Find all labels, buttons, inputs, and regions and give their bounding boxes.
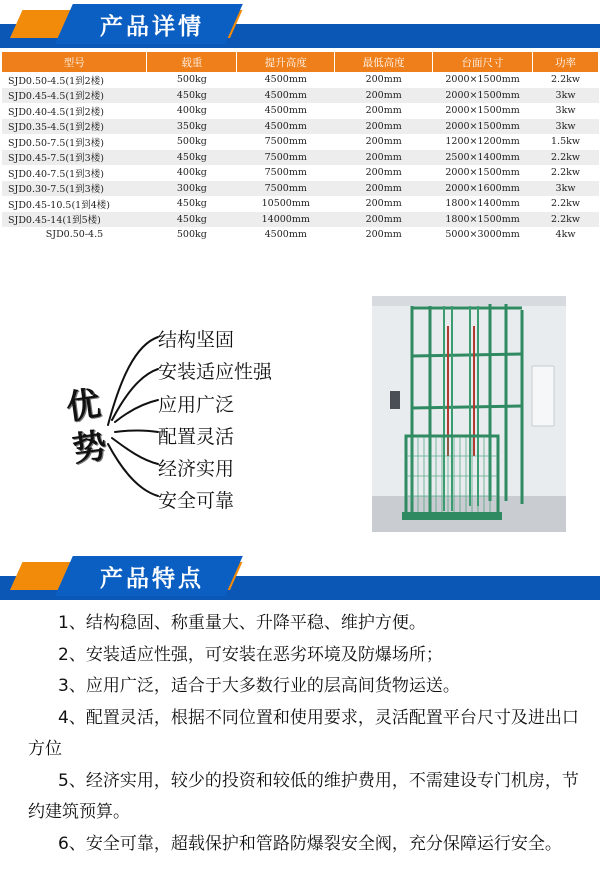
section-title: 产品特点 [100, 566, 204, 592]
advantage-item: 配置灵活 [158, 426, 235, 448]
cell-model: SJD0.50-7.5(1到3楼) [2, 134, 147, 150]
table-row [2, 196, 599, 212]
table-row [2, 212, 599, 228]
cell-power: 3kw [533, 103, 599, 119]
advantage-item: 安全可靠 [158, 490, 235, 512]
section-title: 产品详情 [100, 14, 204, 40]
cell-platform-size: 2000×1500mm [433, 72, 533, 88]
section-banner-features [0, 556, 600, 600]
cell-lift-height: 7500mm [237, 165, 335, 181]
feature-list [28, 608, 588, 860]
cell-load: 300kg [147, 181, 237, 197]
cell-min-height: 200mm [335, 196, 433, 212]
cell-platform-size: 2000×1500mm [433, 165, 533, 181]
cell-lift-height: 7500mm [237, 134, 335, 150]
cell-lift-height: 4500mm [237, 72, 335, 88]
section-banner-details [0, 4, 600, 48]
cell-model: SJD0.50-4.5(1到2楼) [2, 72, 147, 88]
table-row [2, 103, 599, 119]
header-model: 型号 [2, 52, 147, 72]
cell-platform-size: 2000×1500mm [433, 103, 533, 119]
cell-power: 4kw [533, 227, 599, 243]
cell-lift-height: 4500mm [237, 119, 335, 135]
table-header-row [2, 52, 599, 72]
cell-power: 1.5kw [533, 134, 599, 150]
advantage-item: 结构坚固 [158, 329, 235, 351]
cell-platform-size: 2000×1500mm [433, 88, 533, 104]
cell-lift-height: 4500mm [237, 227, 335, 243]
cell-power: 2.2kw [533, 165, 599, 181]
cell-load: 400kg [147, 165, 237, 181]
header-min-height: 最低高度 [335, 52, 433, 72]
cell-model: SJD0.50-4.5 [2, 227, 147, 243]
table-row [2, 119, 599, 135]
cell-min-height: 200mm [335, 72, 433, 88]
header-platform-size: 台面尺寸 [433, 52, 533, 72]
cell-load: 350kg [147, 119, 237, 135]
table-row [2, 134, 599, 150]
cell-model: SJD0.40-4.5(1到2楼) [2, 103, 147, 119]
cell-lift-height: 10500mm [237, 196, 335, 212]
cell-model: SJD0.45-7.5(1到3楼) [2, 150, 147, 166]
table-row [2, 88, 599, 104]
cell-platform-size: 1800×1400mm [433, 196, 533, 212]
cell-min-height: 200mm [335, 181, 433, 197]
cell-lift-height: 4500mm [237, 88, 335, 104]
product-photo [372, 296, 566, 532]
advantage-item: 应用广泛 [158, 394, 235, 416]
cell-platform-size: 5000×3000mm [433, 227, 533, 243]
advantage-item: 经济实用 [158, 458, 235, 480]
table-row [2, 165, 599, 181]
table-row [2, 72, 599, 88]
cell-power: 3kw [533, 119, 599, 135]
advantage-char-shi: 势 [69, 425, 110, 471]
cell-platform-size: 2000×1500mm [433, 119, 533, 135]
cell-min-height: 200mm [335, 134, 433, 150]
cell-model: SJD0.40-7.5(1到3楼) [2, 165, 147, 181]
cell-power: 2.2kw [533, 196, 599, 212]
feature-paragraph: 1、结构稳固、称重量大、升降平稳、维护方便。 [58, 613, 426, 633]
advantage-item: 安装适应性强 [158, 361, 273, 383]
cell-load: 500kg [147, 72, 237, 88]
cell-min-height: 200mm [335, 119, 433, 135]
table-row [2, 181, 599, 197]
cell-min-height: 200mm [335, 212, 433, 228]
bracket-lines [90, 320, 165, 510]
feature-paragraph: 6、安全可靠，超载保护和管路防爆裂安全阀，充分保障运行安全。 [58, 833, 562, 854]
cell-load: 450kg [147, 196, 237, 212]
cell-load: 450kg [147, 212, 237, 228]
cell-lift-height: 7500mm [237, 150, 335, 166]
cell-model: SJD0.45-4.5(1到2楼) [2, 88, 147, 104]
table-row [2, 227, 599, 243]
feature-paragraph: 3、应用广泛，适合于大多数行业的层高间货物运送。 [58, 676, 460, 696]
cell-platform-size: 1800×1500mm [433, 212, 533, 228]
cell-model: SJD0.45-14(1到5楼) [2, 212, 147, 228]
cell-power: 3kw [533, 181, 599, 197]
cell-load: 450kg [147, 150, 237, 166]
cell-min-height: 200mm [335, 103, 433, 119]
cell-power: 2.2kw [533, 72, 599, 88]
cell-lift-height: 4500mm [237, 103, 335, 119]
advantage-char-you: 优 [63, 383, 104, 429]
cell-model: SJD0.30-7.5(1到3楼) [2, 181, 147, 197]
header-load: 载重 [147, 52, 237, 72]
cell-min-height: 200mm [335, 165, 433, 181]
table-row [2, 150, 599, 166]
cell-power: 2.2kw [533, 150, 599, 166]
spec-table [2, 52, 599, 243]
cell-platform-size: 1200×1200mm [433, 134, 533, 150]
cell-min-height: 200mm [335, 88, 433, 104]
cell-load: 450kg [147, 88, 237, 104]
feature-paragraph: 4、配置灵活，根据不同位置和使用要求，灵活配置平台尺寸及进出口方位 [28, 707, 579, 759]
cell-load: 500kg [147, 227, 237, 243]
header-power: 功率 [533, 52, 599, 72]
cell-load: 500kg [147, 134, 237, 150]
feature-paragraph: 5、经济实用，较少的投资和较低的维护费用，不需建设专门机房，节约建筑预算。 [28, 770, 579, 822]
cell-platform-size: 2000×1600mm [433, 181, 533, 197]
cell-load: 400kg [147, 103, 237, 119]
cell-lift-height: 7500mm [237, 181, 335, 197]
cell-model: SJD0.35-4.5(1到2楼) [2, 119, 147, 135]
feature-paragraph: 2、安装适应性强，可安装在恶劣环境及防爆场所； [58, 644, 443, 665]
cell-model: SJD0.45-10.5(1到4楼) [2, 196, 147, 212]
header-lift-height: 提升高度 [237, 52, 335, 72]
cell-min-height: 200mm [335, 227, 433, 243]
cell-power: 3kw [533, 88, 599, 104]
cell-power: 2.2kw [533, 212, 599, 228]
cell-min-height: 200mm [335, 150, 433, 166]
cell-platform-size: 2500×1400mm [433, 150, 533, 166]
cell-lift-height: 14000mm [237, 212, 335, 228]
